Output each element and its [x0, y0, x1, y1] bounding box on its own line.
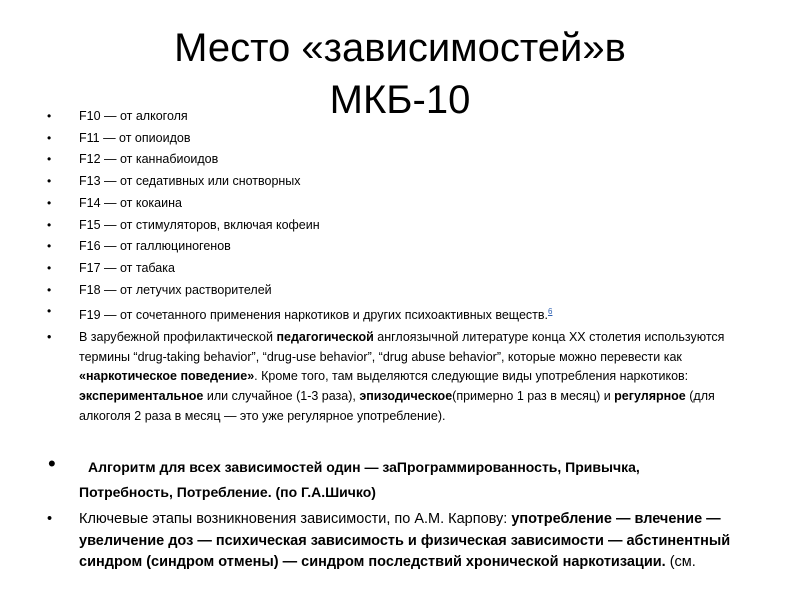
bullet-icon: • [47, 174, 52, 189]
algorithm-block [0, 451, 800, 505]
paragraph-text: . Кроме того, там выделяются следующие виды употребления наркотиков: [254, 369, 689, 384]
list-item [0, 106, 800, 128]
algorithm-line1: Алгоритм для всех зависимостей один — заПрограммированность, Привычка, [88, 459, 640, 475]
list-item [0, 149, 800, 171]
algorithm-line2: Потребность, Потребление. (по Г.А.Шичко) [79, 484, 376, 500]
list-item-text: F11 — от опиоидов [79, 130, 191, 145]
list-item-text: F15 — от стимуляторов, включая кофеин [79, 217, 320, 232]
bullet-icon: • [47, 304, 52, 319]
list-item-text: F16 — от галлюциногенов [79, 239, 231, 254]
paragraph-text: или случайное (1-3 раза), [203, 388, 360, 403]
list-item-text: F19 — от сочетанного применения наркотиков и других психоактивных веществ. [79, 308, 548, 323]
list-item-text: F13 — от седативных или снотворных [79, 174, 301, 189]
paragraph-bold: экспериментальное [79, 388, 204, 403]
list-item [0, 280, 800, 302]
bullet-icon: • [47, 511, 53, 527]
list-item-text: F17 — от табака [79, 260, 175, 275]
slide-title-line1: Место «зависимостей»в [174, 26, 626, 70]
bullet-icon: • [47, 282, 52, 297]
stages-block [0, 509, 800, 574]
paragraph-text: (для алкоголя 2 раза в месяц — это уже регулярное употребление). [79, 388, 715, 423]
paragraph-bold: «наркотическое поведение» [79, 369, 255, 384]
bullet-icon: • [47, 260, 52, 275]
list-item [0, 128, 800, 150]
slide-title-line2: МКБ-10 [329, 78, 471, 122]
list-item-text: F14 — от кокаина [79, 195, 182, 210]
list-item [0, 301, 800, 327]
paragraph-text: англоязычной литературе конца XX столетия используются термины “drug-taking behavior”, “drug-use behavior”, “drug abuse behavior”, которые можно перевести как [79, 330, 725, 364]
stages-text: (см. [665, 554, 696, 570]
bullet-icon: • [48, 451, 56, 476]
list-item-text: F10 — от алкоголя [79, 109, 188, 123]
list-item [0, 171, 800, 193]
paragraph-bold: регулярное [614, 388, 686, 403]
footnote-link[interactable]: 6 [547, 307, 553, 317]
list-item [0, 193, 800, 215]
list-item-text: F12 — от каннабиоидов [79, 152, 219, 167]
bullet-icon: • [47, 152, 52, 167]
bullet-icon: • [47, 217, 52, 232]
paragraph-text: (примерно 1 раз в месяц) и [452, 388, 615, 403]
list-item [0, 258, 800, 280]
list-item-text: F18 — от летучих растворителей [79, 282, 272, 297]
paragraph-text: В зарубежной профилактической [79, 330, 277, 345]
bullet-icon: • [47, 130, 52, 145]
bullet-icon: • [47, 330, 52, 345]
bullet-icon: • [47, 109, 52, 123]
bullet-icon: • [47, 195, 52, 210]
behavior-paragraph [0, 328, 800, 426]
list-item [0, 215, 800, 237]
paragraph-bold: педагогической [276, 330, 374, 345]
bullet-icon: • [47, 239, 52, 254]
stages-text: Ключевые этапы возникновения зависимости, по А.М. Карпову: [79, 511, 512, 527]
stages-bold: употребление — влечение — увеличение доз — психическая зависимость и физическая зависимости — абстинентный синдром (синдром отмены) — синдром последствий хронической наркотизации. [79, 511, 731, 570]
code-list [0, 106, 800, 426]
paragraph-bold: эпизодическое [359, 388, 453, 403]
list-item [0, 236, 800, 258]
